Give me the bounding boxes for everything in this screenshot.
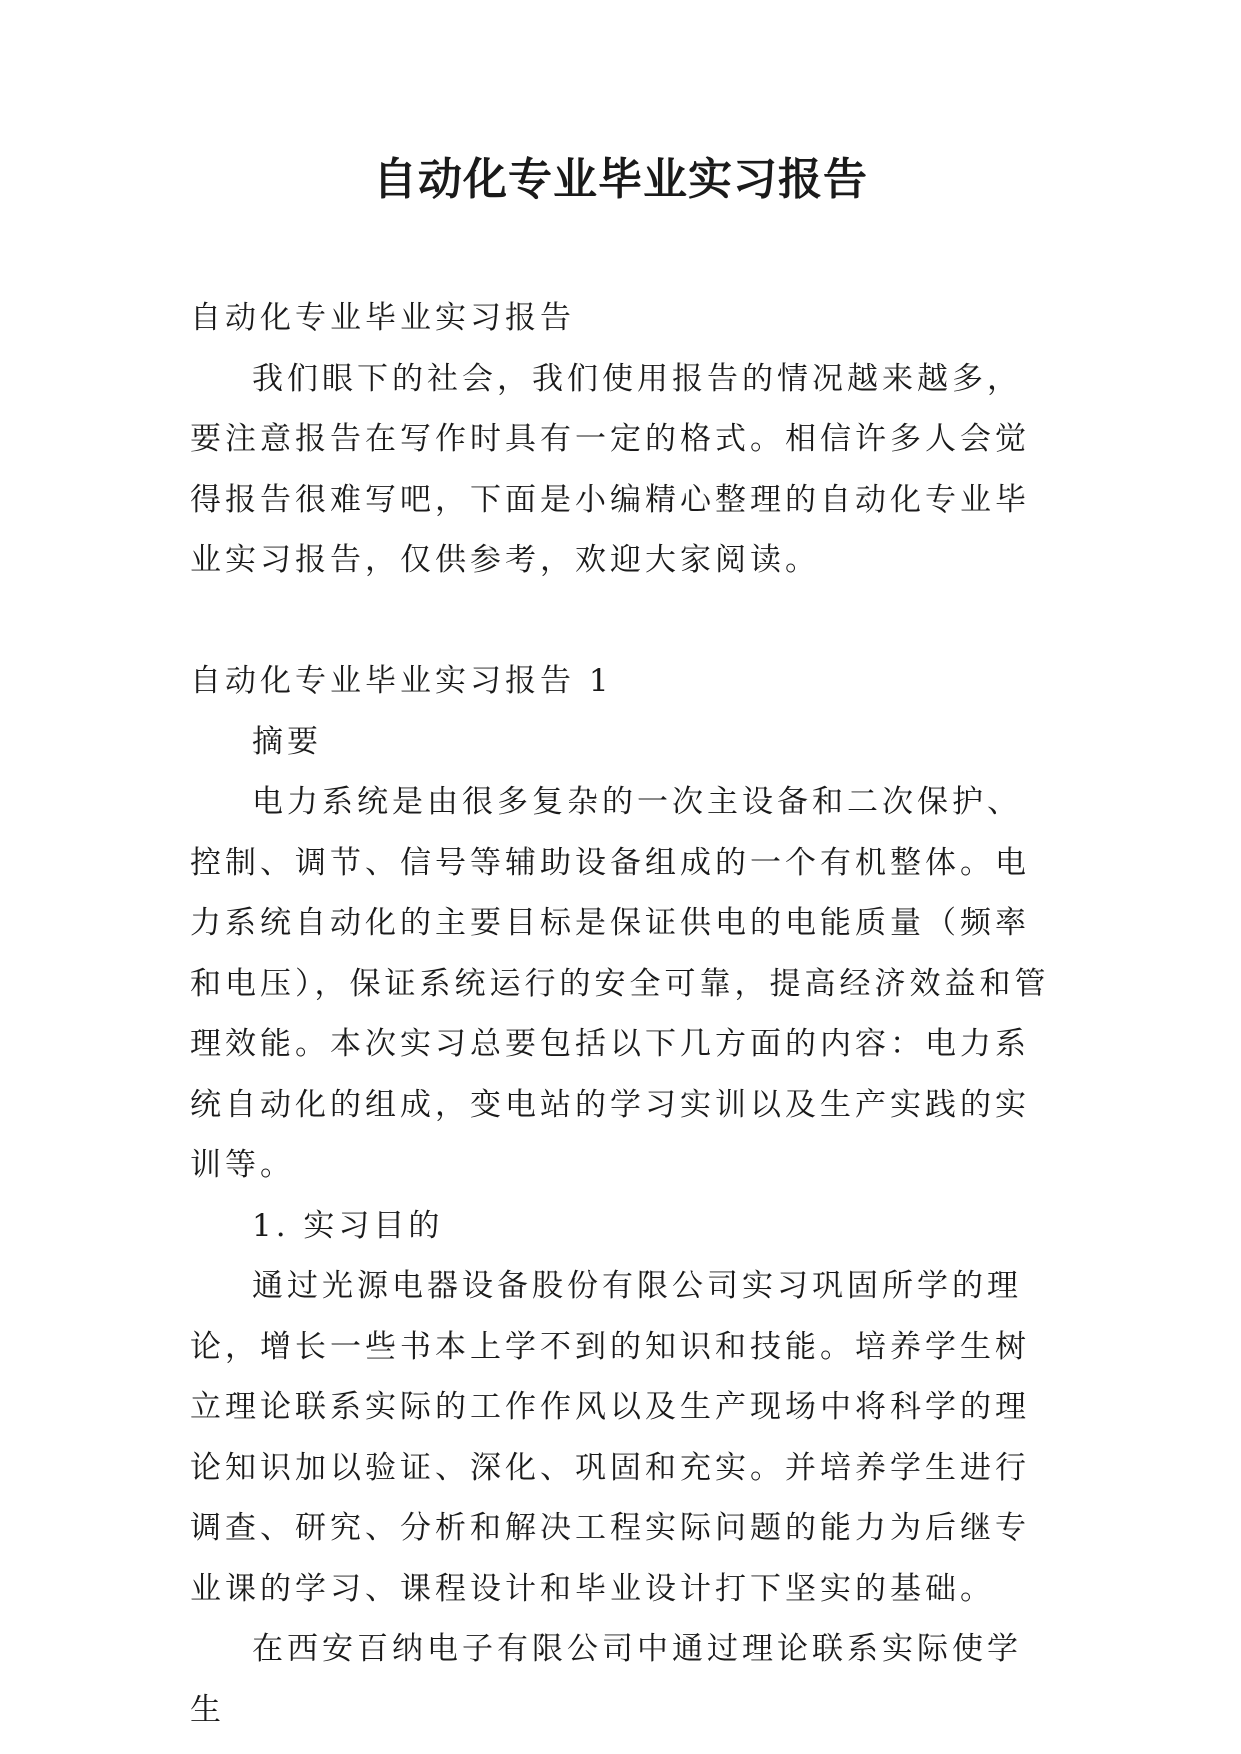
paragraph-gap (190, 591, 1050, 652)
intro-paragraph: 我们眼下的社会，我们使用报告的情况越来越多，要注意报告在写作时具有一定的格式。相信许多人会觉得报告很难写吧，下面是小编精心整理的自动化专业毕业实习报告，仅供参考，欢迎大家阅读。 (190, 360, 1030, 578)
purpose-paragraph: 通过光源电器设备股份有限公司实习巩固所学的理论，增长一些书本上学不到的知识和技能。培养学生树立理论联系实际的工作作风以及生产现场中将科学的理论知识加以验证、深化、巩固和充实。并培养学生进行调查、研究、分析和解决工程实际问题的能力为后继专业课的学习、课程设计和毕业设计打下坚实的基础。 (190, 1268, 1030, 1607)
abstract-paragraph: 电力系统是由很多复杂的一次主设备和二次保护、控制、调节、信号等辅助设备组成的一个有机整体。电力系统自动化的主要目标是保证供电的电能质量（频率和电压），保证系统运行的安全可靠，提高经济效益和管理效能。本次实习总要包括以下几方面的内容：电力系统自动化的组成，变电站的学习实训以及生产实践的实训等。 (190, 784, 1050, 1183)
section-heading: 自动化专业毕业实习报告 1 (190, 663, 613, 699)
document-body (190, 288, 1050, 1740)
continuation-paragraph: 在西安百纳电子有限公司中通过理论联系实际使学生 (190, 1631, 1022, 1728)
document-subtitle: 自动化专业毕业实习报告 (190, 300, 575, 336)
document-title: 自动化专业毕业实习报告 (373, 154, 868, 205)
purpose-heading: 1. 实习目的 (252, 1207, 444, 1244)
abstract-heading: 摘要 (252, 723, 322, 760)
